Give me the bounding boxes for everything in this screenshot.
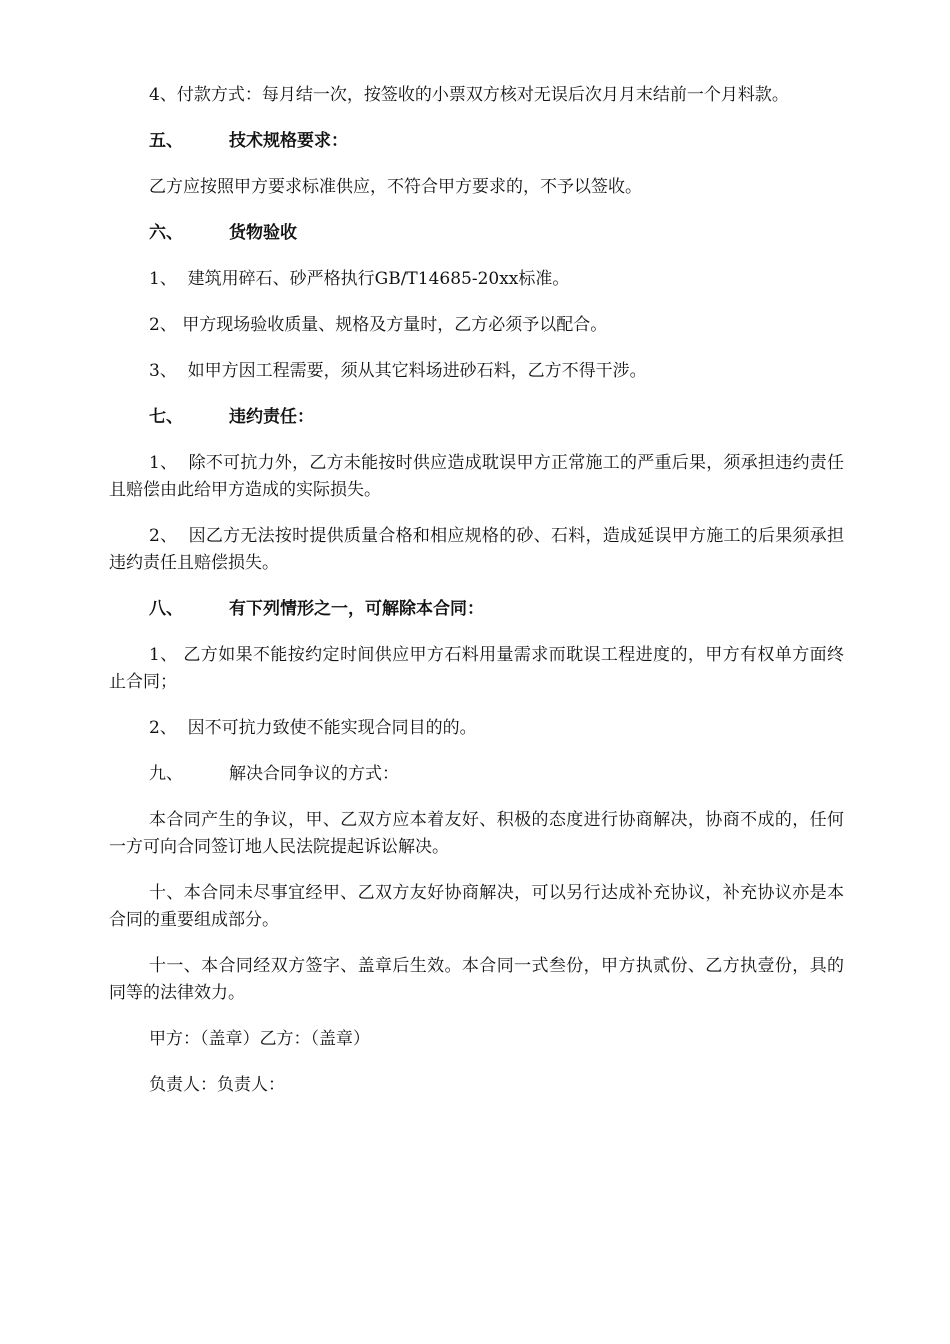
section-7-item-1: 1、 除不可抗力外，乙方未能按时供应造成耽误甲方正常施工的严重后果，须承担违约责任且赔偿由此给甲方造成的实际损失。 bbox=[109, 453, 844, 500]
section-8-item-2: 2、 因不可抗力致使不能实现合同目的的。 bbox=[149, 718, 477, 738]
section-5-body: 乙方应按照甲方要求标准供应，不符合甲方要求的，不予以签收。 bbox=[149, 177, 642, 197]
section-5-heading bbox=[109, 128, 844, 155]
section-10: 十、本合同未尽事宜经甲、乙双方友好协商解决，可以另行达成补充协议，补充协议亦是本合同的重要组成部分。 bbox=[109, 883, 844, 930]
section-6-item-1: 1、 建筑用碎石、砂严格执行GB/T14685-20xx标准。 bbox=[149, 269, 570, 289]
section-6-item-2: 2、 甲方现场验收质量、规格及方量时，乙方必须予以配合。 bbox=[149, 315, 608, 335]
section-11: 十一、本合同经双方签字、盖章后生效。本合同一式叁份，甲方执贰份、乙方执壹份，具的同等的法律效力。 bbox=[109, 956, 844, 1003]
section-8-number: 八、 bbox=[149, 599, 183, 619]
section-8-heading bbox=[109, 596, 844, 623]
section-6-number: 六、 bbox=[149, 223, 183, 243]
section-9-title: 解决合同争议的方式： bbox=[229, 764, 399, 784]
section-9-number: 九、 bbox=[149, 764, 183, 784]
section-6-title: 货物验收 bbox=[229, 223, 297, 243]
section-6-item-3: 3、 如甲方因工程需要，须从其它料场进砂石料，乙方不得干涉。 bbox=[149, 361, 647, 381]
section-5-title: 技术规格要求： bbox=[229, 131, 348, 151]
section-7-heading bbox=[109, 404, 844, 431]
responsible-line: 负责人：负责人： bbox=[149, 1075, 285, 1095]
section-6-heading bbox=[109, 220, 844, 247]
section-7-number: 七、 bbox=[149, 407, 183, 427]
contract-page bbox=[109, 82, 844, 1118]
section-8-title: 有下列情形之一，可解除本合同： bbox=[229, 599, 484, 619]
section-7-item-2: 2、 因乙方无法按时提供质量合格和相应规格的砂、石料，造成延误甲方施工的后果须承担违约责任且赔偿损失。 bbox=[109, 526, 844, 573]
section-9-heading bbox=[109, 761, 844, 788]
section-7-title: 违约责任： bbox=[229, 407, 314, 427]
payment-terms: 4、付款方式：每月结一次，按签收的小票双方核对无误后次月月末结前一个月料款。 bbox=[149, 85, 789, 105]
section-5-number: 五、 bbox=[149, 131, 183, 151]
section-9-body: 本合同产生的争议，甲、乙双方应本着友好、积极的态度进行协商解决，协商不成的，任何一方可向合同签订地人民法院提起诉讼解决。 bbox=[109, 810, 844, 857]
section-8-item-1: 1、 乙方如果不能按约定时间供应甲方石料用量需求而耽误工程进度的，甲方有权单方面终止合同； bbox=[109, 645, 844, 692]
signature-line: 甲方：（盖章）乙方：（盖章） bbox=[149, 1029, 370, 1049]
